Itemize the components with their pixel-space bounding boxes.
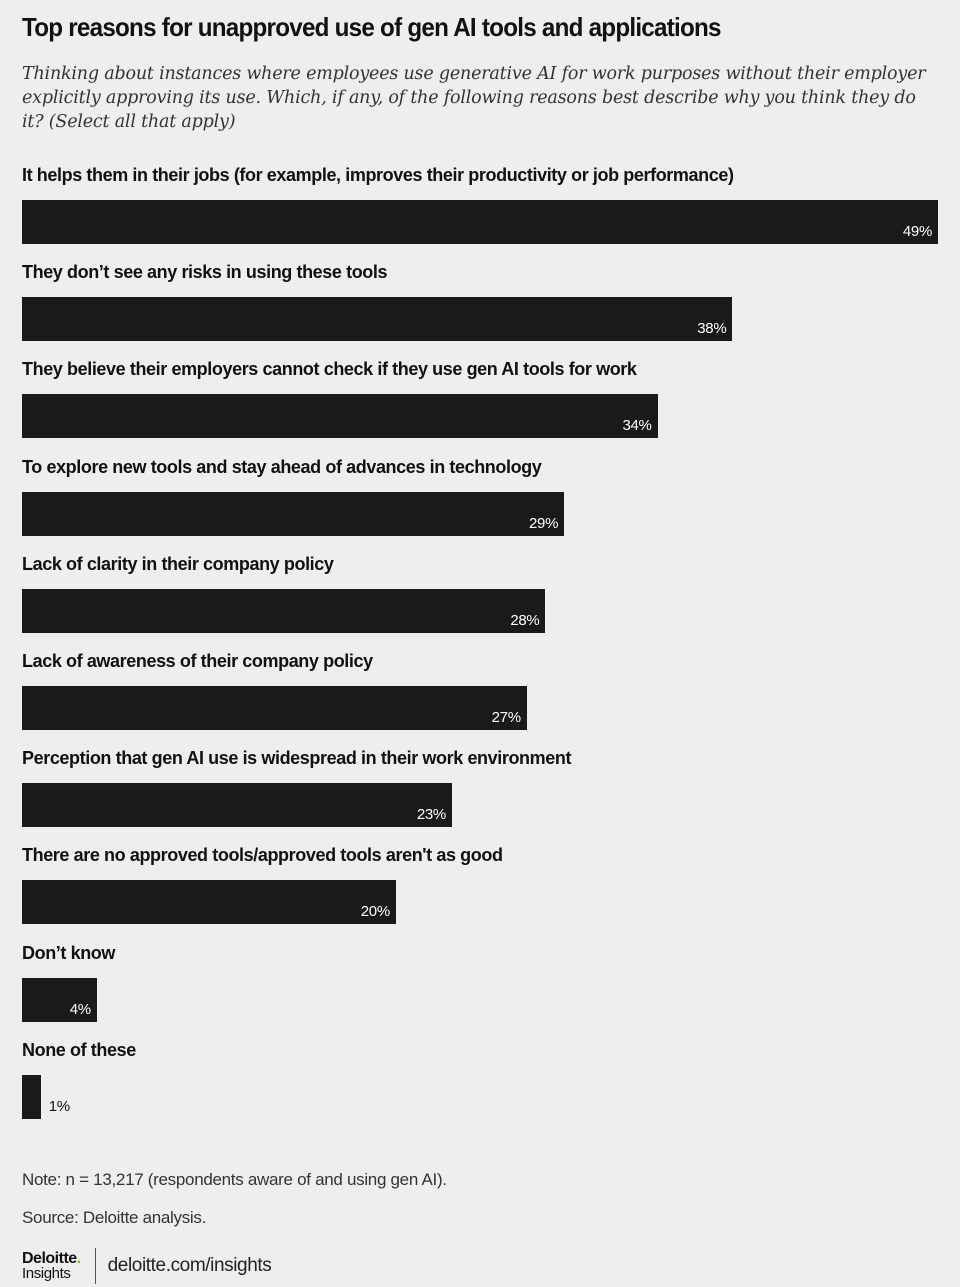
logo-dot: . bbox=[76, 1250, 81, 1267]
value-label: 38% bbox=[697, 320, 727, 338]
category-label: It helps them in their jobs (for example, improves their productivity or job performance) bbox=[22, 165, 734, 185]
deloitte-insights-logo bbox=[22, 1251, 81, 1281]
logo-sub-text: Insights bbox=[22, 1265, 71, 1282]
category-label: There are no approved tools/approved tools aren't as good bbox=[22, 845, 503, 866]
bar bbox=[22, 1075, 41, 1119]
chart-subtitle: Thinking about instances where employees use generative AI for work purposes without their employer explicitly approving its use. Which, if any, of the following reasons best describe why you think they do it? (Select all that apply) bbox=[22, 64, 926, 132]
bar bbox=[22, 589, 545, 633]
value-label: 29% bbox=[529, 514, 559, 532]
bar bbox=[22, 686, 527, 730]
value-label: 23% bbox=[416, 806, 446, 824]
category-label: Lack of awareness of their company policy bbox=[22, 651, 373, 671]
bar bbox=[22, 880, 396, 924]
value-label: 34% bbox=[622, 417, 652, 435]
value-label: 4% bbox=[69, 1000, 91, 1018]
bar bbox=[22, 297, 732, 341]
value-label: 28% bbox=[510, 611, 540, 629]
footer bbox=[22, 1248, 271, 1284]
chart-source: Source: Deloitte analysis. bbox=[22, 1208, 207, 1227]
bar bbox=[22, 783, 452, 827]
value-label: 20% bbox=[360, 903, 390, 921]
bar-chart bbox=[0, 165, 960, 1130]
category-label: They don’t see any risks in using these tools bbox=[22, 262, 388, 283]
category-label: Perception that gen AI use is widespread in their work environment bbox=[22, 748, 572, 769]
category-label: To explore new tools and stay ahead of advances in technology bbox=[22, 456, 542, 477]
category-label: They believe their employers cannot check if they use gen AI tools for work bbox=[22, 359, 637, 380]
value-label: 49% bbox=[902, 223, 932, 240]
footer-divider bbox=[95, 1248, 96, 1284]
site-link[interactable]: deloitte.com/insights bbox=[107, 1255, 272, 1276]
category-label: None of these bbox=[22, 1039, 136, 1060]
bar bbox=[22, 200, 938, 244]
bar bbox=[22, 492, 564, 536]
value-label: 1% bbox=[48, 1097, 70, 1115]
value-label: 27% bbox=[491, 709, 521, 726]
chart-note: Note: n = 13,217 (respondents aware of and using gen AI). bbox=[22, 1170, 447, 1189]
bar bbox=[22, 394, 658, 438]
chart-title: Top reasons for unapproved use of gen AI tools and applications bbox=[22, 12, 721, 42]
category-label: Don’t know bbox=[22, 942, 115, 963]
category-label: Lack of clarity in their company policy bbox=[22, 553, 334, 574]
logo-brand-text: Deloitte. bbox=[22, 1250, 81, 1267]
